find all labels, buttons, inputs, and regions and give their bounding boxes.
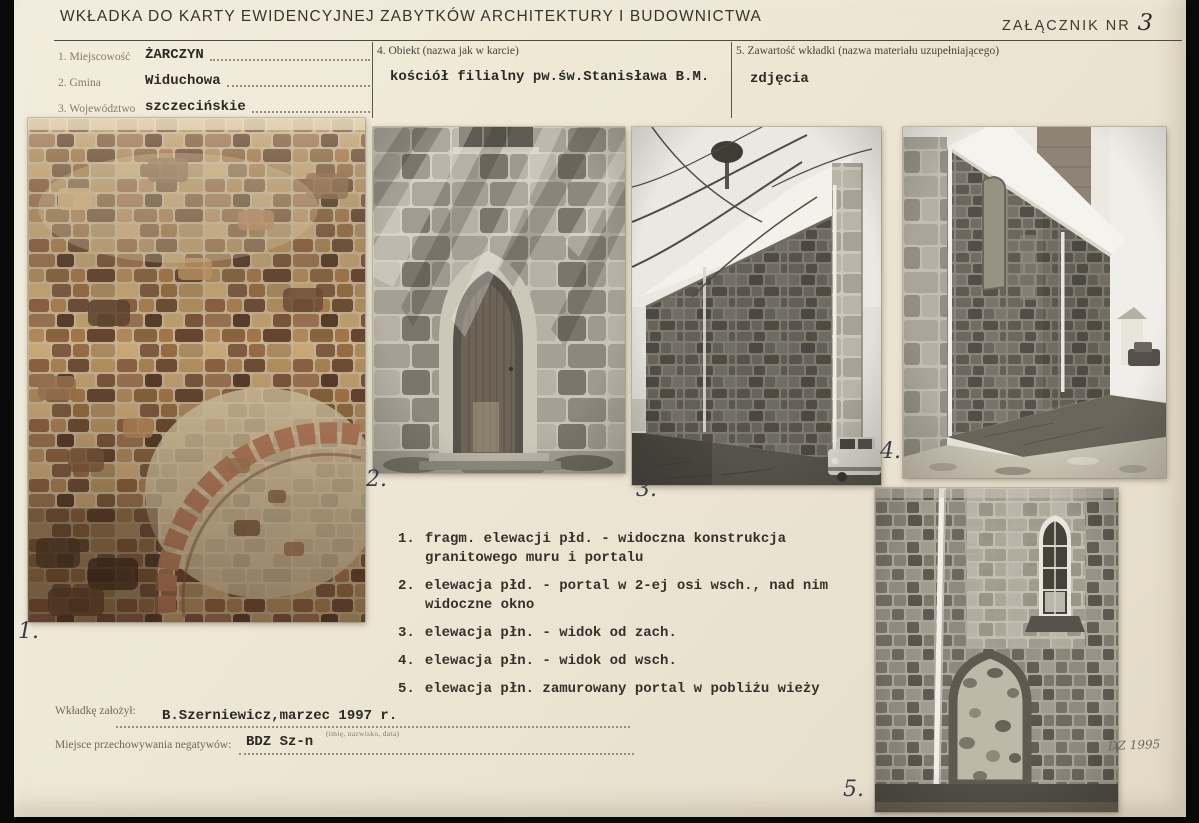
church-from-west-graphic bbox=[632, 127, 881, 485]
caption-text: elewacja płn. zamurowany portal w pobliżu wieży bbox=[424, 681, 820, 697]
photo-4 bbox=[903, 127, 1166, 478]
form-divider-2 bbox=[731, 42, 732, 118]
form-divider-1 bbox=[372, 42, 373, 118]
dotted-line bbox=[239, 753, 634, 755]
photo-5 bbox=[875, 488, 1118, 812]
page-title: WKŁADKA DO KARTY EWIDENCYJNEJ ZABYTKÓW ARCHITEKTURY I BUDOWNICTWA bbox=[60, 8, 762, 25]
caption-item bbox=[398, 652, 876, 671]
caption-item bbox=[398, 680, 876, 699]
photo-caption-list bbox=[398, 530, 876, 708]
header-divider bbox=[54, 40, 1182, 41]
field-commune-value: Widuchowa bbox=[145, 73, 221, 89]
dotted-line bbox=[116, 726, 630, 728]
photo-5-note: DZ 1995 bbox=[1107, 737, 1161, 753]
field-object-value: kościół filialny pw.św.Stanisława B.M. bbox=[390, 69, 710, 85]
photo-1-number: 1. bbox=[18, 619, 39, 644]
caption-number: 1. bbox=[398, 531, 415, 547]
attachment-label: ZAŁĄCZNIK NR bbox=[1002, 18, 1131, 34]
photo-4-number: 4. bbox=[880, 439, 901, 464]
portal-photo-graphic bbox=[373, 127, 625, 473]
caption-item bbox=[398, 530, 876, 568]
field-voivodeship-value: szczecińskie bbox=[145, 99, 246, 115]
photo-2-number: 2. bbox=[366, 467, 387, 492]
field-contents-value: zdjęcia bbox=[750, 71, 809, 87]
masonry-closeup-graphic bbox=[28, 118, 365, 622]
caption-number: 3. bbox=[398, 625, 415, 641]
caption-text: elewacja płn. - widok od wsch. bbox=[424, 653, 677, 669]
attachment-number-block bbox=[1002, 10, 1152, 36]
photo-5-number: 5. bbox=[843, 777, 864, 802]
author-field-value: B.Szerniewicz,marzec 1997 r. bbox=[162, 708, 398, 724]
caption-item bbox=[398, 624, 876, 643]
author-field-sublabel: (imię, nazwisko, data) bbox=[326, 729, 400, 738]
caption-text: elewacja płd. - portal w 2-ej osi wsch., nad nim widoczne okno bbox=[424, 578, 829, 613]
field-contents-label: 5. Zawartość wkładki (nazwa materiału uzupełniającego) bbox=[736, 45, 1000, 57]
caption-number: 2. bbox=[398, 578, 415, 594]
field-commune-label: 2. Gmina bbox=[58, 77, 101, 89]
caption-number: 5. bbox=[398, 681, 415, 697]
dotted-leader bbox=[227, 83, 370, 87]
field-location-label: 1. Miejscowość bbox=[58, 51, 131, 63]
field-commune bbox=[58, 73, 370, 89]
caption-text: fragm. elewacji płd. - widoczna konstrukcja granitowego muru i portalu bbox=[424, 531, 787, 566]
church-from-east-graphic bbox=[903, 127, 1166, 478]
attachment-number-handwritten: 3 bbox=[1136, 9, 1154, 37]
dotted-leader bbox=[210, 57, 370, 61]
photo-2 bbox=[373, 127, 625, 473]
negatives-field-value: BDZ Sz-n bbox=[246, 734, 314, 750]
field-voivodeship-label: 3. Województwo bbox=[58, 103, 136, 115]
field-location bbox=[58, 47, 370, 63]
caption-text: elewacja płn. - widok od zach. bbox=[424, 625, 677, 641]
dotted-leader bbox=[252, 109, 370, 113]
negatives-field-label: Miejsce przechowywania negatywów: bbox=[55, 739, 232, 751]
photo-3-number: 3. bbox=[636, 477, 657, 502]
photo-1 bbox=[28, 118, 365, 622]
author-field-label: Wkładkę założył: bbox=[55, 705, 136, 717]
field-location-value: ŻARCZYN bbox=[145, 47, 204, 63]
blocked-portal-graphic bbox=[875, 488, 1118, 812]
caption-item bbox=[398, 577, 876, 615]
caption-number: 4. bbox=[398, 653, 415, 669]
field-voivodeship bbox=[58, 99, 370, 115]
photo-3 bbox=[632, 127, 881, 485]
document-card bbox=[14, 0, 1186, 817]
field-object-label: 4. Obiekt (nazwa jak w karcie) bbox=[377, 45, 519, 57]
